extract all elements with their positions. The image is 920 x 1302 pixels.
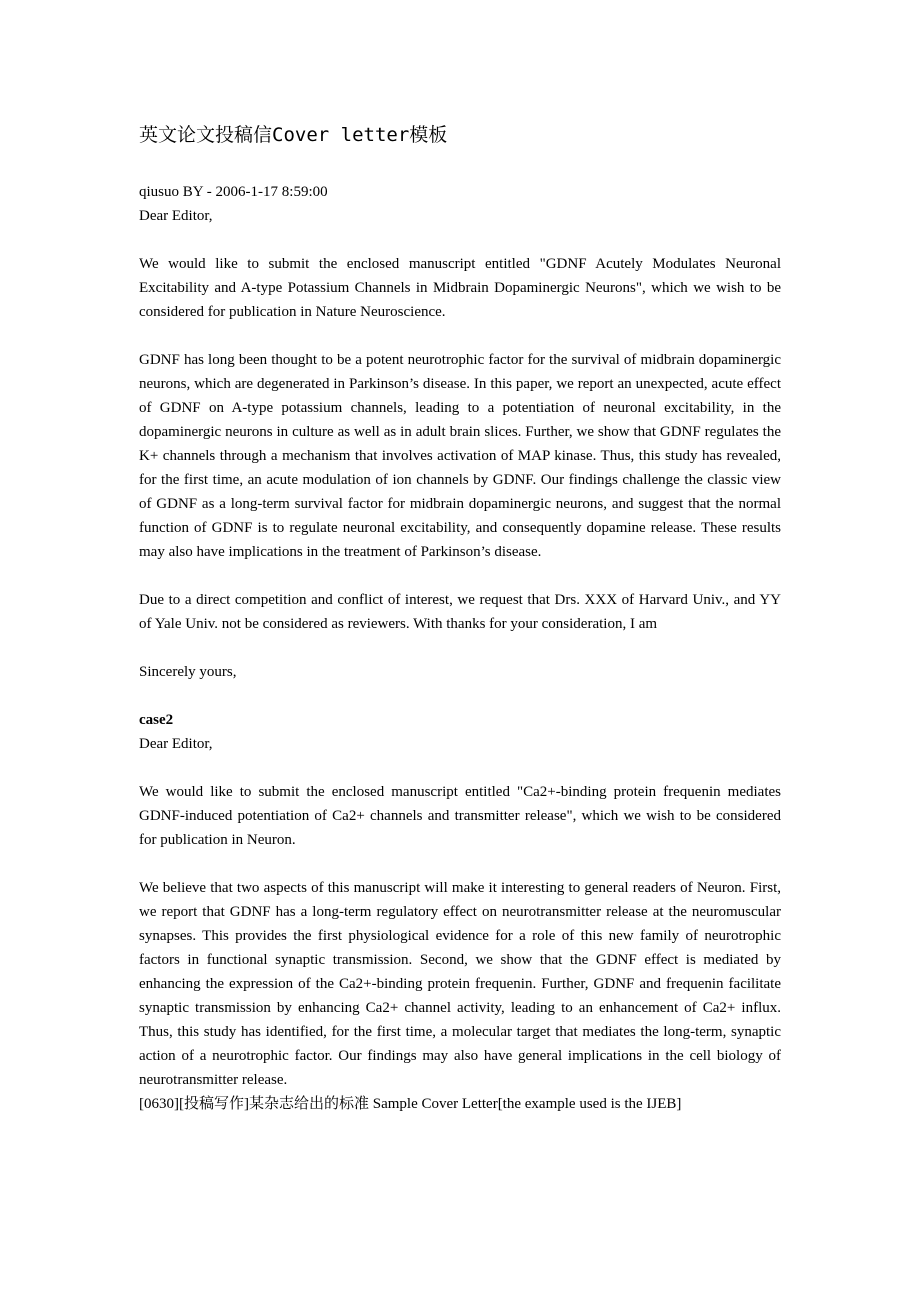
case1-paragraph-2: GDNF has long been thought to be a potent neurotrophic factor for the survival of midbrain dopaminergic neurons, which are degenerated in Parkinson’s disease. In this paper, we report an unexpected, acute effect of GDNF on A-type potassium channels, leading to a potentiation of neuronal excitability, in the dopaminergic neurons in culture as well as in adult brain slices. Further, we show that GDNF regulates the K+ channels through a mechanism that involves activation of MAP kinase. Thus, this study has revealed, for the first time, an acute modulation of ion channels by GDNF. Our findings challenge the classic view of GDNF as a long-term survival factor for midbrain dopaminergic neurons, and suggest that the normal function of GDNF is to regulate neuronal excitability, and consequently dopamine release. These results may also have implications in the treatment of Parkinson’s disease. — [139, 352, 781, 560]
case2-heading: case2 — [139, 712, 174, 728]
document-body — [139, 120, 781, 1116]
spacer — [139, 756, 781, 780]
footer-line: [0630][投稿写作]某杂志给出的标准 Sample Cover Letter[the example used is the IJEB] — [139, 1096, 682, 1112]
case1-paragraph-3: Due to a direct competition and conflict of interest, we request that Drs. XXX of Harvard Univ., and YY of Yale Univ. not be considered as reviewers. With thanks for your consideration, I am — [139, 592, 781, 632]
case2-paragraph-1: We would like to submit the enclosed manuscript entitled "Ca2+-binding protein frequenin mediates GDNF-induced potentiation of Ca2+ channels and transmitter release", which we wish to be considered for publication in Neuron. — [139, 784, 781, 848]
greeting-2: Dear Editor, — [139, 736, 213, 752]
case1-paragraph-1: We would like to submit the enclosed manuscript entitled "GDNF Acutely Modulates Neuronal Excitability and A-type Potassium Channels in Midbrain Dopaminergic Neurons", which we wish to be considered for publication in Nature Neuroscience. — [139, 256, 781, 320]
closing-line: Sincerely yours, — [139, 664, 237, 680]
meta-line: qiusuo BY - 2006-1-17 8:59:00 — [139, 184, 328, 200]
case2-paragraph-2: We believe that two aspects of this manuscript will make it interesting to general readers of Neuron. First, we report that GDNF has a long-term regulatory effect on neurotransmitter release at the neuromuscular synapses. This provides the first physiological evidence for a role of this new family of neurotrophic factors in functional synaptic transmission. Second, we show that the GDNF effect is mediated by enhancing the expression of the Ca2+-binding protein frequenin. Further, GDNF and frequenin facilitate synaptic transmission by enhancing Ca2+ channel activity, leading to an enhancement of Ca2+ influx. Thus, this study has identified, for the first time, a molecular target that mediates the long-term, synaptic action of a neurotrophic factor. Our findings may also have general implications in the cell biology of neurotransmitter release. — [139, 880, 781, 1088]
greeting-1: Dear Editor, — [139, 208, 213, 224]
document-title: 英文论文投稿信Cover letter模板 — [139, 124, 448, 146]
spacer — [139, 228, 781, 252]
